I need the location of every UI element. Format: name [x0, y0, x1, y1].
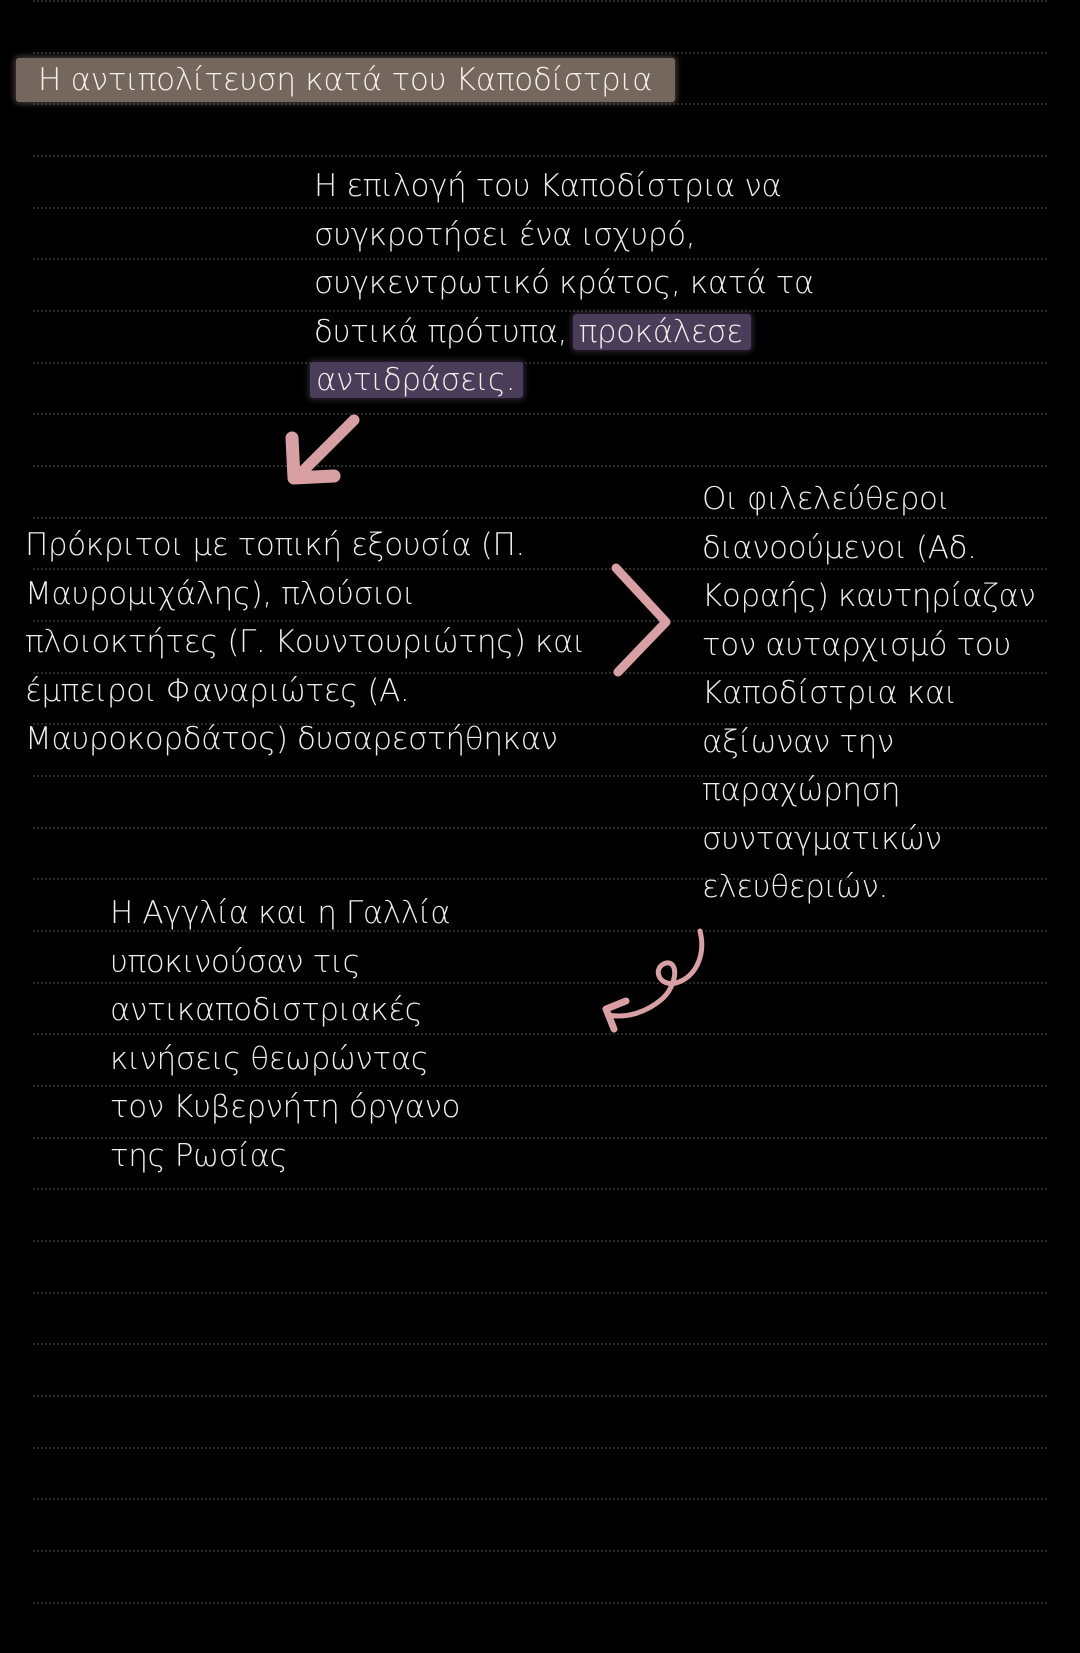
text-line: συνταγματικών	[702, 820, 942, 857]
text-line: Οι φιλελεύθεροι	[702, 481, 950, 517]
chevron-right-icon	[608, 560, 678, 680]
highlighted-text: αντιδράσεις.	[310, 362, 523, 398]
text-line: συγκροτήσει ένα ισχυρό,	[314, 216, 696, 253]
liberals-text	[702, 475, 1035, 912]
text-line: ελευθεριών.	[702, 869, 888, 905]
text-line: Μαυροκορδάτος) δυσαρεστήθηκαν	[25, 721, 558, 757]
rule-line	[33, 465, 1047, 467]
text-line: τον αυταρχισμό του	[702, 626, 1011, 663]
text-line: διανοούμενοι (Αδ.	[702, 529, 977, 566]
powers-text	[110, 889, 460, 1180]
rule-line	[33, 1292, 1047, 1294]
text-line: παραχώρηση	[702, 772, 901, 808]
rule-line	[33, 52, 1047, 54]
text-line	[314, 308, 814, 357]
text-line: Η επιλογή του Καποδίστρια να	[314, 168, 782, 204]
rule-line	[33, 1447, 1047, 1449]
rule-line	[33, 1343, 1047, 1345]
text-line: αξίωναν την	[702, 723, 894, 760]
rule-line	[33, 1188, 1047, 1190]
rule-line	[33, 413, 1047, 415]
text-line: Πρόκριτοι με τοπική εξουσία (Π.	[25, 527, 525, 563]
text-line: Μαυρομιχάλης), πλούσιοι	[25, 575, 415, 612]
curly-arrow-left-icon	[596, 925, 706, 1035]
rule-line	[33, 1550, 1047, 1552]
arrow-down-left-icon	[282, 412, 362, 492]
page-title: Η αντιπολίτευση κατά του Καποδίστρια	[38, 62, 653, 98]
text-line: συγκεντρωτικό κράτος, κατά τα	[314, 265, 814, 301]
rule-line	[33, 155, 1047, 157]
text-line: Καποδίστρια και	[702, 675, 957, 711]
notables-text	[25, 521, 585, 764]
text-line: αντικαποδιστριακές	[110, 992, 423, 1028]
text-line: κινήσεις θεωρώντας	[110, 1040, 429, 1077]
rule-line	[33, 1498, 1047, 1500]
text-line: πλοιοκτήτες (Γ. Κουντουριώτης) και	[25, 624, 585, 660]
rule-line	[33, 0, 1047, 2]
text-segment: δυτικά πρότυπα,	[314, 313, 568, 350]
rule-line	[33, 1602, 1047, 1604]
rule-line	[33, 1395, 1047, 1397]
text-line: Η Αγγλία και η Γαλλία	[110, 895, 451, 931]
text-line	[314, 356, 814, 405]
text-line: έμπειροι Φαναριώτες (Α.	[25, 672, 410, 709]
rule-line	[33, 1240, 1047, 1242]
rule-line	[33, 103, 1047, 105]
text-line: Κοραής) καυτηρίαζαν	[702, 578, 1036, 614]
text-line: υποκινούσαν τις	[110, 943, 361, 980]
text-line: τον Κυβερνήτη όργανο	[110, 1089, 461, 1125]
highlighted-text: προκάλεσε	[573, 314, 751, 350]
intro-text	[314, 162, 814, 405]
text-line: της Ρωσίας	[110, 1137, 288, 1174]
